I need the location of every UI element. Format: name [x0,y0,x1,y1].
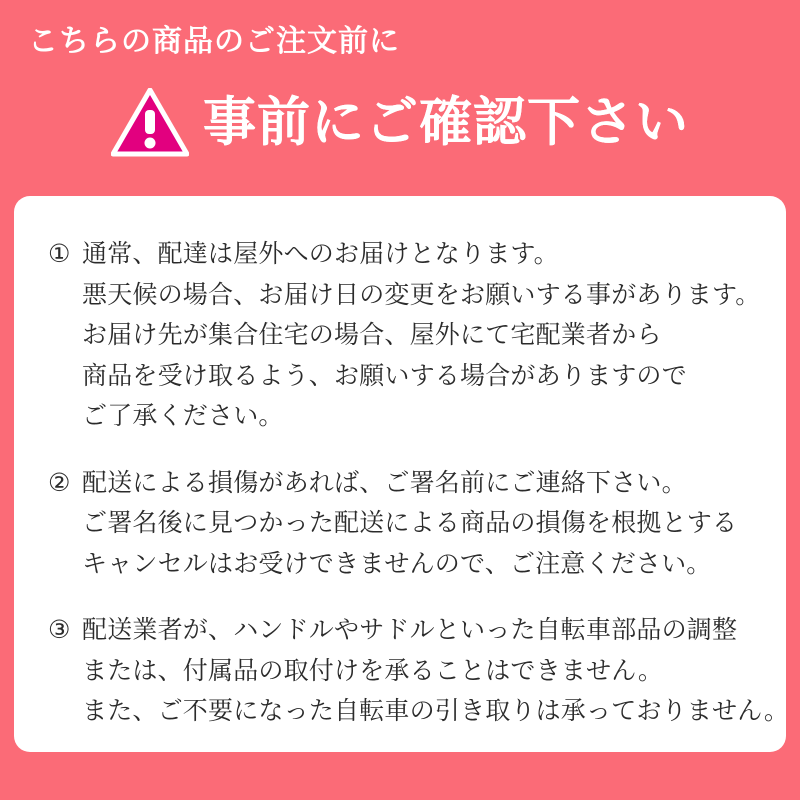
list-item-line: 商品を受け取るよう、お願いする場合がありますので [82,361,687,390]
list-item-body [82,463,752,585]
notice-card [14,196,790,752]
list-item-marker: ② [48,468,71,497]
list-item-line: 配送による損傷があれば、ご署名前にご連絡下さい。 [82,468,687,497]
list-item-line: ご署名後に見つかった配送による商品の損傷を根拠とする [82,509,738,537]
list-item [48,463,752,585]
headline-row [0,88,800,158]
list-item-line: ご了承ください。 [82,402,284,430]
list-item-line: 通常、配達は屋外へのお届けとなります。 [82,240,559,268]
list-item-marker: ① [48,240,71,268]
lead-text: こちらの商品のご注文前に [28,25,400,58]
list-item-line: お届け先が集合住宅の場合、屋外にて宅配業者から [82,321,662,349]
list-item-body [82,234,760,437]
list-item-body [82,610,789,732]
warning-triangle-icon [111,88,189,158]
list-item [48,610,790,732]
list-item-line: キャンセルはお受けできませんので、ご注意ください。 [82,549,712,578]
list-item-line: または、付属品の取付けを承ることはできません。 [82,656,664,685]
list-item-line: 配送業者が、ハンドルやサドルといった自転車部品の調整 [82,616,738,644]
headline-text: 事前にご確認下さい [203,92,689,152]
list-item-marker: ③ [48,616,71,644]
list-item-line: 悪天候の場合、お届け日の変更をお願いする事があります。 [82,280,761,309]
list-item [48,234,761,437]
list-item-line: また、ご不要になった自転車の引き取りは承っておりません。 [82,697,790,725]
